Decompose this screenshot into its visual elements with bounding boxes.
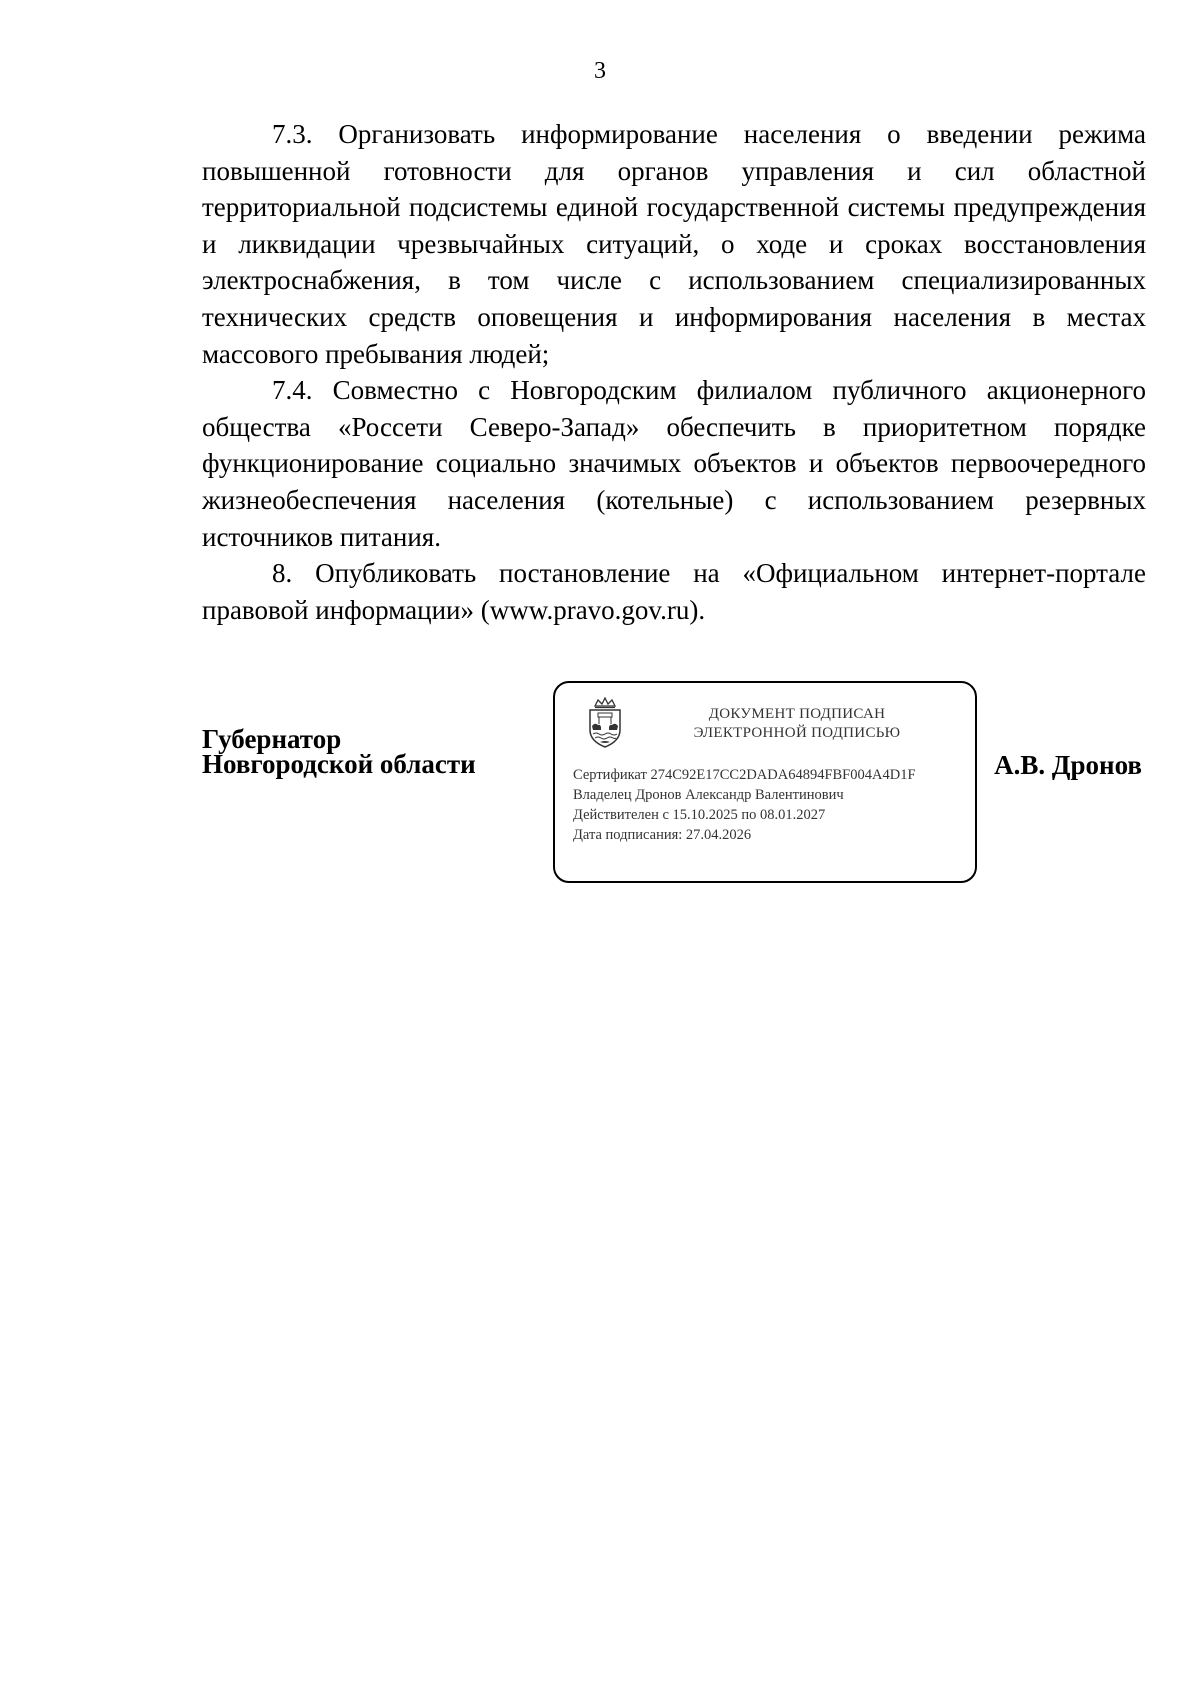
paragraph-8: 8. Опубликовать постановление на «Официальном интернет-портале правовой информации» (www.pravo.gov.ru). — [202, 558, 1146, 625]
paragraph-7-3: 7.3. Организовать информирование населения о введении режима повышенной готовности для органов управления и сил областной территориальной подсистемы единой государственной системы предупреждения и ликвидации чрезвычайных ситуаций, о ходе и сроках восстановления электроснабжения, в том числе с использованием специализированных технических средств оповещения и информирования населения в местах массового пребывания людей; — [202, 119, 1146, 369]
stamp-owner: Владелец Дронов Александр Валентинович — [573, 787, 844, 803]
signer-name: А.В. Дронов — [994, 750, 1142, 780]
paragraph-7-4: 7.4. Совместно с Новгородским филиалом публичного акционерного общества «Россети Северо-Запад» обеспечить в приоритетном порядке функционирование социально значимых объектов и объектов первоочередного жизнеобеспечения населения (котельные) с использованием резервных источников питания. — [202, 375, 1146, 552]
stamp-heading — [639, 705, 955, 743]
stamp-details — [573, 765, 973, 845]
signer-position-line2: Новгородской области — [202, 749, 476, 779]
stamp-certificate: Сертификат 274C92E17CC2DADA64894FBF004A4D1F — [573, 767, 916, 783]
stamp-heading-line1: ДОКУМЕНТ ПОДПИСАН — [708, 706, 886, 722]
stamp-validity: Действителен с 15.10.2025 по 08.01.2027 — [573, 807, 826, 823]
novgorod-coat-of-arms-icon — [583, 697, 627, 749]
signer-position — [202, 724, 476, 779]
stamp-signing-date: Дата подписания: 27.04.2026 — [573, 827, 752, 843]
signer-position-line1: Губернатор — [202, 724, 342, 754]
stamp-heading-line2: ЭЛЕКТРОННОЙ ПОДПИСЬЮ — [693, 725, 901, 741]
page-number: 3 — [594, 58, 606, 84]
electronic-signature-stamp — [553, 681, 977, 883]
